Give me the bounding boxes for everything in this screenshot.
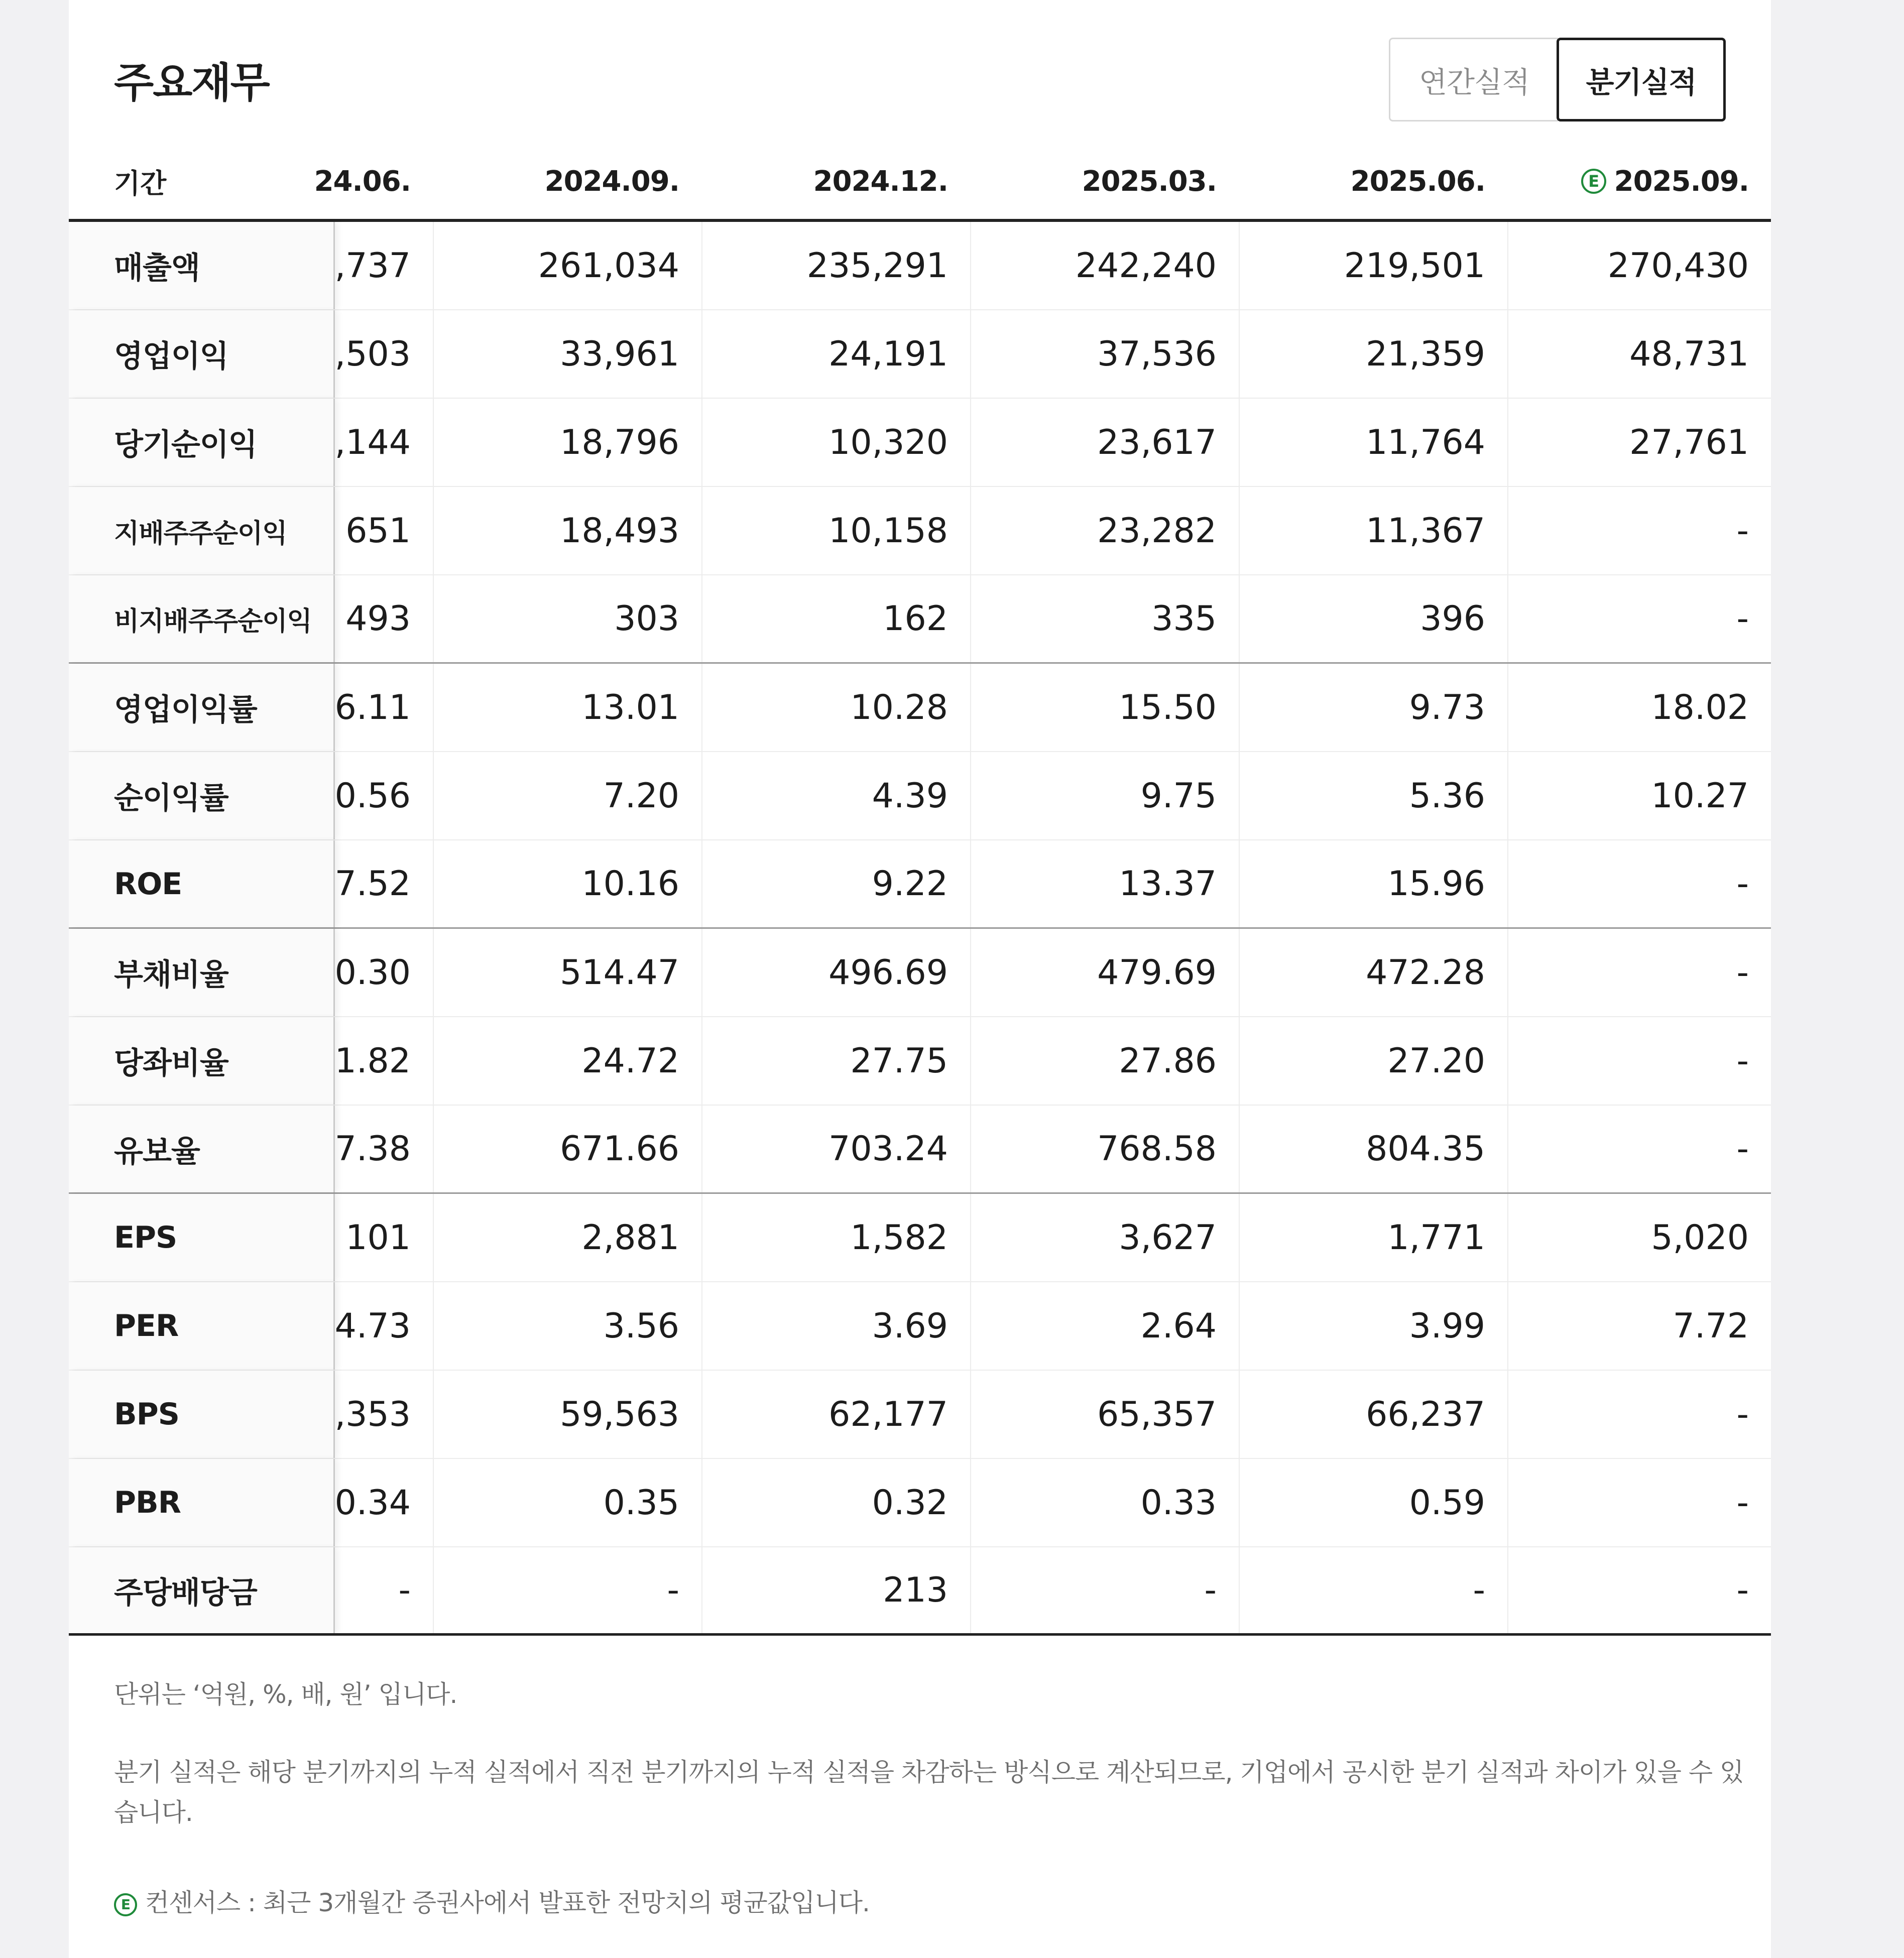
table-cell: 303 (433, 575, 701, 662)
table-cell: 261,034 (433, 222, 701, 309)
table-cell: 479.69 (970, 929, 1239, 1016)
row-label: 당기순이익 (69, 399, 335, 486)
table-cell: 10,320 (701, 399, 970, 486)
table-cell: - (1507, 1547, 1771, 1633)
table-cell: 18,796 (433, 399, 701, 486)
table-cell: 7.20 (433, 752, 701, 839)
table-cell: 270,430 (1507, 222, 1771, 309)
row-label: 지배주주순이익 (69, 487, 335, 574)
table-cell: 33,961 (433, 310, 701, 398)
table-body (69, 222, 1771, 1636)
table-cell: 37,536 (970, 310, 1239, 398)
table-row (69, 1371, 1771, 1459)
table-cell: 7.72 (1507, 1282, 1771, 1370)
row-label: 비지배주주순이익 (69, 575, 335, 662)
table-cell: - (1507, 575, 1771, 662)
table-cell: - (1507, 1106, 1771, 1192)
period-header-2 (701, 141, 970, 222)
table-cell: 11,764 (1239, 399, 1507, 486)
table-cell: 0.33 (970, 1459, 1239, 1546)
table-cell: 493 (345, 599, 411, 639)
table-cell: 3.56 (433, 1282, 701, 1370)
estimate-icon: E (114, 1893, 137, 1916)
table-cell: 10,158 (701, 487, 970, 574)
table-cell: 242,240 (970, 222, 1239, 309)
table-cell: 48,731 (1507, 310, 1771, 398)
table-cell: 2.64 (970, 1282, 1239, 1370)
table-cell: - (1507, 1017, 1771, 1105)
table-cell: 18.02 (1507, 664, 1771, 751)
row-label: BPS (69, 1371, 335, 1458)
table-cell: 651 (345, 511, 411, 551)
row-label: PER (69, 1282, 335, 1370)
table-cell: 235,291 (701, 222, 970, 309)
period-header-5 (1507, 141, 1771, 222)
table-cell: - (1507, 1459, 1771, 1546)
table-cell: 15.96 (1239, 840, 1507, 927)
table-cell: 9.73 (1239, 664, 1507, 751)
period-header-text: 2024.09. (544, 165, 679, 198)
row-label: 매출액 (69, 222, 335, 309)
table-cell: 59,563 (433, 1371, 701, 1458)
table-cell: 4.73 (334, 1306, 411, 1346)
period-header-text: 2024.12. (813, 165, 948, 198)
row-label: 유보율 (69, 1106, 335, 1192)
table-row (69, 575, 1771, 664)
table-cell: 9.75 (970, 752, 1239, 839)
table-row (69, 310, 1771, 399)
table-cell: 7.52 (334, 864, 411, 904)
table-cell: 11,367 (1239, 487, 1507, 574)
row-label: 영업이익률 (69, 664, 335, 751)
table-row (69, 487, 1771, 575)
table-row (69, 1547, 1771, 1636)
quarterly-note-line2: 습니다. (114, 1798, 193, 1827)
row-label: 당좌비율 (69, 1017, 335, 1105)
table-cell: - (433, 1547, 701, 1633)
table-cell: 7.38 (334, 1129, 411, 1169)
table-cell: 10.16 (433, 840, 701, 927)
table-cell: 66,237 (1239, 1371, 1507, 1458)
period-toggle (1389, 38, 1726, 121)
table-cell: 6.11 (334, 687, 411, 727)
row-label: 부채비율 (69, 929, 335, 1016)
table-cell: 10.28 (701, 664, 970, 751)
table-cell: 27.20 (1239, 1017, 1507, 1105)
consensus-note-text: 컨센서스 : 최근 3개월간 증권사에서 발표한 전망치의 평균값입니다. (145, 1888, 870, 1917)
table-cell: 13.37 (970, 840, 1239, 927)
period-header-1 (433, 141, 701, 222)
table-cell: 18,493 (433, 487, 701, 574)
table-cell: 3.69 (701, 1282, 970, 1370)
table-cell: 0.56 (334, 776, 411, 816)
table-row (69, 1282, 1771, 1371)
table-cell: 23,282 (970, 487, 1239, 574)
table-row (69, 222, 1771, 310)
table-cell: ,737 (334, 246, 411, 286)
table-cell: 10.27 (1507, 752, 1771, 839)
table-cell: 162 (701, 575, 970, 662)
table-cell: - (1507, 1371, 1771, 1458)
table-row (69, 752, 1771, 840)
table-cell: 5.36 (1239, 752, 1507, 839)
quarterly-note-line1: 분기 실적은 해당 분기까지의 누적 실적에서 직전 분기까지의 누적 실적을 차감하는 방식으로 계산되므로, 기업에서 공시한 분기 실적과 차이가 있을 수 있 (114, 1758, 1744, 1787)
table-row (69, 1017, 1771, 1106)
table-cell: 396 (1239, 575, 1507, 662)
period-header-text: 2025.03. (1082, 165, 1217, 198)
table-cell: 0.32 (701, 1459, 970, 1546)
table-cell: 2,881 (433, 1194, 701, 1281)
period-header-label: 기간 (114, 167, 167, 199)
unit-note: 단위는 ‘억원, %, 배, 원’ 입니다. (114, 1680, 457, 1709)
table-cell: - (1507, 929, 1771, 1016)
table-cell: 0.35 (433, 1459, 701, 1546)
table-cell: 514.47 (433, 929, 701, 1016)
table-cell: 13.01 (433, 664, 701, 751)
table-row (69, 1459, 1771, 1547)
table-row (69, 929, 1771, 1017)
financial-table (69, 141, 1771, 1636)
table-cell: 24.72 (433, 1017, 701, 1105)
row-label: 순이익률 (69, 752, 335, 839)
table-row (69, 1194, 1771, 1282)
row-label: EPS (69, 1194, 335, 1281)
table-cell: 219,501 (1239, 222, 1507, 309)
table-cell: 62,177 (701, 1371, 970, 1458)
table-cell: 804.35 (1239, 1106, 1507, 1192)
annual-tab[interactable]: 연간실적 (1389, 38, 1558, 121)
row-label: 주당배당금 (69, 1547, 335, 1633)
period-header-4 (1239, 141, 1507, 222)
table-row (69, 399, 1771, 487)
table-cell: 703.24 (701, 1106, 970, 1192)
table-cell: 101 (345, 1217, 411, 1258)
row-label: ROE (69, 840, 335, 927)
table-row (69, 664, 1771, 752)
table-cell: 27.86 (970, 1017, 1239, 1105)
table-cell: 0.59 (1239, 1459, 1507, 1546)
table-cell: 24,191 (701, 310, 970, 398)
table-cell: 27,761 (1507, 399, 1771, 486)
financial-summary-card (69, 0, 1771, 1958)
table-cell: 671.66 (433, 1106, 701, 1192)
table-cell: 3,627 (970, 1194, 1239, 1281)
period-header-3 (970, 141, 1239, 222)
period-header-text: 2025.09. (1614, 165, 1749, 198)
table-cell: 15.50 (970, 664, 1239, 751)
table-cell: - (970, 1547, 1239, 1633)
table-cell: - (1239, 1547, 1507, 1633)
table-cell: 0.34 (334, 1483, 411, 1523)
table-header (69, 141, 1771, 222)
table-cell: ,353 (334, 1394, 411, 1434)
table-cell: 1.82 (334, 1041, 411, 1081)
table-cell: 1,582 (701, 1194, 970, 1281)
table-cell: ,144 (334, 422, 411, 462)
table-cell: 65,357 (970, 1371, 1239, 1458)
table-cell: 213 (701, 1547, 970, 1633)
table-cell: 4.39 (701, 752, 970, 839)
table-cell: - (1507, 840, 1771, 927)
table-cell: 21,359 (1239, 310, 1507, 398)
table-cell: 1,771 (1239, 1194, 1507, 1281)
table-row (69, 1106, 1771, 1194)
consensus-note (114, 1883, 870, 1923)
table-cell: 23,617 (970, 399, 1239, 486)
section-title: 주요재무 (114, 59, 269, 107)
period-header-text: 24.06. (314, 165, 411, 198)
table-cell: 5,020 (1507, 1194, 1771, 1281)
table-cell: - (1507, 487, 1771, 574)
table-cell: - (398, 1570, 411, 1610)
estimate-icon: E (1581, 169, 1606, 194)
period-header-text: 2025.06. (1350, 165, 1485, 198)
table-cell: 472.28 (1239, 929, 1507, 1016)
quarterly-tab[interactable]: 분기실적 (1557, 38, 1726, 121)
row-label: 영업이익 (69, 310, 335, 398)
table-row (69, 840, 1771, 929)
row-label: PBR (69, 1459, 335, 1546)
period-header-0 (314, 141, 433, 222)
table-cell: 0.30 (334, 952, 411, 993)
table-cell: 27.75 (701, 1017, 970, 1105)
table-cell: 768.58 (970, 1106, 1239, 1192)
table-cell: 9.22 (701, 840, 970, 927)
table-cell: 335 (970, 575, 1239, 662)
table-cell: 496.69 (701, 929, 970, 1016)
table-cell: 3.99 (1239, 1282, 1507, 1370)
table-cell: ,503 (334, 334, 411, 374)
